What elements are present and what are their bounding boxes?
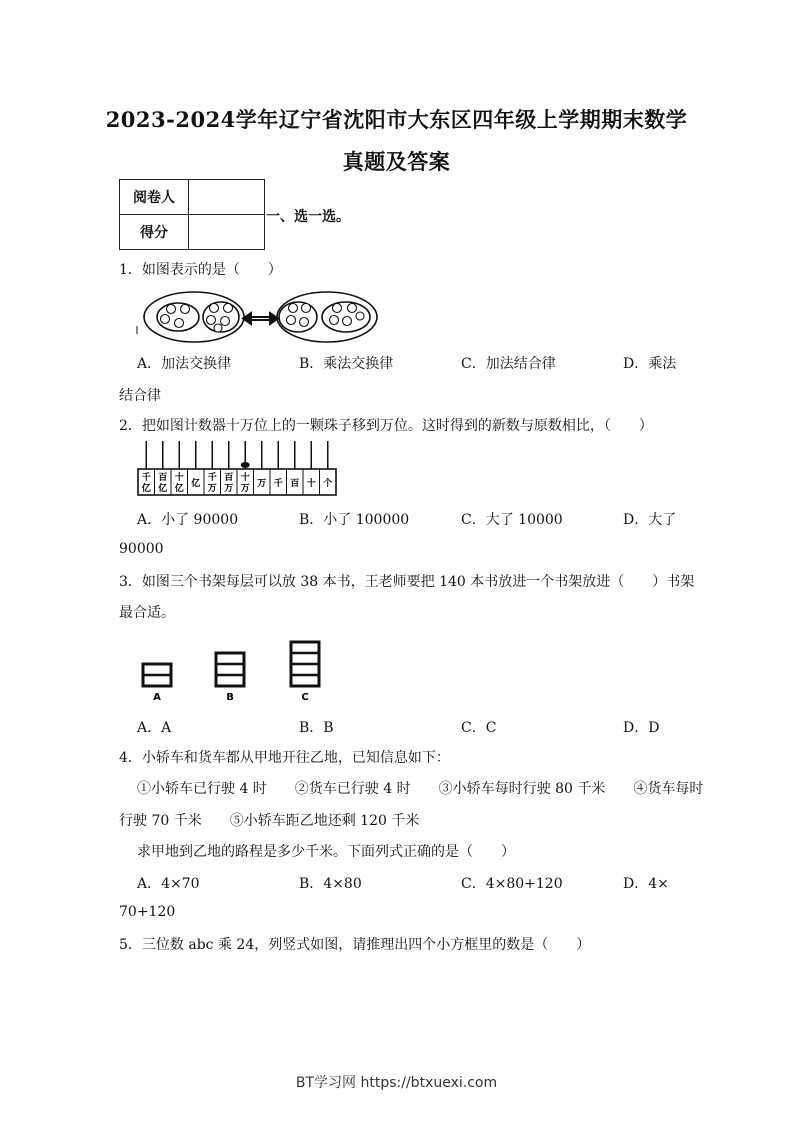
abacus-label: 千 xyxy=(141,473,151,483)
abacus-label: 十 xyxy=(174,473,184,483)
document-title-line2: 真题及答案 xyxy=(342,149,451,174)
abacus-label: 百 xyxy=(224,473,234,483)
q4-option-d-wrap: 70+120 xyxy=(119,904,176,920)
q3-bookshelves xyxy=(135,628,335,706)
abacus-label: 十 xyxy=(240,473,250,483)
bookshelf-label: B xyxy=(226,692,234,703)
document-title-line1: 2023-2024学年辽宁省沈阳市大东区四年级上学期期末数学 xyxy=(105,107,688,132)
abacus-label: 百 xyxy=(290,479,300,489)
score-table xyxy=(119,179,265,250)
abacus-label: 十 xyxy=(306,479,316,489)
q1-option-b[interactable]: B．乘法交换律 xyxy=(299,356,394,372)
q2-abacus xyxy=(135,440,340,502)
q4-option-b[interactable]: B．4×80 xyxy=(299,876,362,892)
q3-option-b[interactable]: B．B xyxy=(299,720,334,736)
abacus-label: 百 xyxy=(158,473,168,483)
abacus-label: 万 xyxy=(224,484,234,494)
abacus-label: 万 xyxy=(257,479,267,489)
q1-option-d-wrap: 结合律 xyxy=(119,388,161,404)
abacus-label: 千 xyxy=(207,473,217,483)
q1-option-a[interactable]: A．加法交换律 xyxy=(137,356,232,372)
bookshelf-label: A xyxy=(153,692,161,703)
q1-figure xyxy=(135,286,385,350)
bookshelf-c xyxy=(291,642,319,686)
reviewer-label: 阅卷人 xyxy=(120,180,189,215)
q3-stem-cont: 最合适。 xyxy=(119,605,175,621)
abacus-label: 万 xyxy=(207,484,217,494)
q2-stem: 2．把如图计数器十万位上的一颗珠子移到万位。这时得到的新数与原数相比，（ ） xyxy=(119,418,653,434)
abacus-label: 亿 xyxy=(191,479,201,489)
q2-option-a[interactable]: A．小了 90000 xyxy=(137,512,239,528)
abacus-label: 千 xyxy=(273,479,283,489)
q4-stem: 4．小轿车和货车都从甲地开往乙地，已知信息如下： xyxy=(119,750,450,766)
score-cell[interactable] xyxy=(189,215,265,250)
q2-option-c[interactable]: C．大了 10000 xyxy=(461,512,563,528)
section-heading: 一、选一选。 xyxy=(266,209,350,225)
q2-option-d[interactable]: D．大了 xyxy=(623,512,677,528)
q4-option-c[interactable]: C．4×80+120 xyxy=(461,876,563,892)
q4-option-d[interactable]: D．4× xyxy=(623,876,669,892)
abacus-label: 个 xyxy=(323,479,333,489)
abacus-label: 万 xyxy=(240,484,250,494)
bookshelf-a xyxy=(143,664,171,686)
abacus-label: 亿 xyxy=(158,484,168,494)
abacus-label: 亿 xyxy=(141,484,151,494)
bookshelf-label: C xyxy=(301,692,309,703)
q4-question: 求甲地到乙地的路程是多少千米。下面列式正确的是（ ） xyxy=(137,844,515,860)
footer-watermark: BT学习网 https://btxuexi.com xyxy=(295,1075,498,1091)
q3-option-a[interactable]: A．A xyxy=(137,720,172,736)
q5-stem: 5．三位数 abc 乘 24，列竖式如图，请推理出四个小方框里的数是（ ） xyxy=(119,937,591,953)
q2-option-d-wrap: 90000 xyxy=(119,541,164,557)
abacus-bead xyxy=(241,462,250,468)
score-label: 得分 xyxy=(120,215,189,250)
reviewer-cell[interactable] xyxy=(189,180,265,215)
abacus-label: 亿 xyxy=(174,484,184,494)
q3-option-d[interactable]: D．D xyxy=(623,720,660,736)
q3-option-c[interactable]: C．C xyxy=(461,720,497,736)
q3-stem: 3．如图三个书架每层可以放 38 本书，王老师要把 140 本书放进一个书架放进（ ）书架 xyxy=(119,574,695,590)
q1-stem: 1．如图表示的是（ ） xyxy=(119,262,282,278)
q4-info-line1: ①小轿车已行驶 4 时 ②货车已行驶 4 时 ③小轿车每时行驶 80 千米 ④货车每时 xyxy=(137,781,704,797)
q4-option-a[interactable]: A．4×70 xyxy=(137,876,200,892)
q2-option-b[interactable]: B．小了 100000 xyxy=(299,512,410,528)
q1-option-d[interactable]: D．乘法 xyxy=(623,356,677,372)
q4-info-line2: 行驶 70 千米 ⑤小轿车距乙地还剩 120 千米 xyxy=(119,813,420,829)
q1-option-c[interactable]: C．加法结合律 xyxy=(461,356,556,372)
bookshelf-b xyxy=(216,653,244,686)
